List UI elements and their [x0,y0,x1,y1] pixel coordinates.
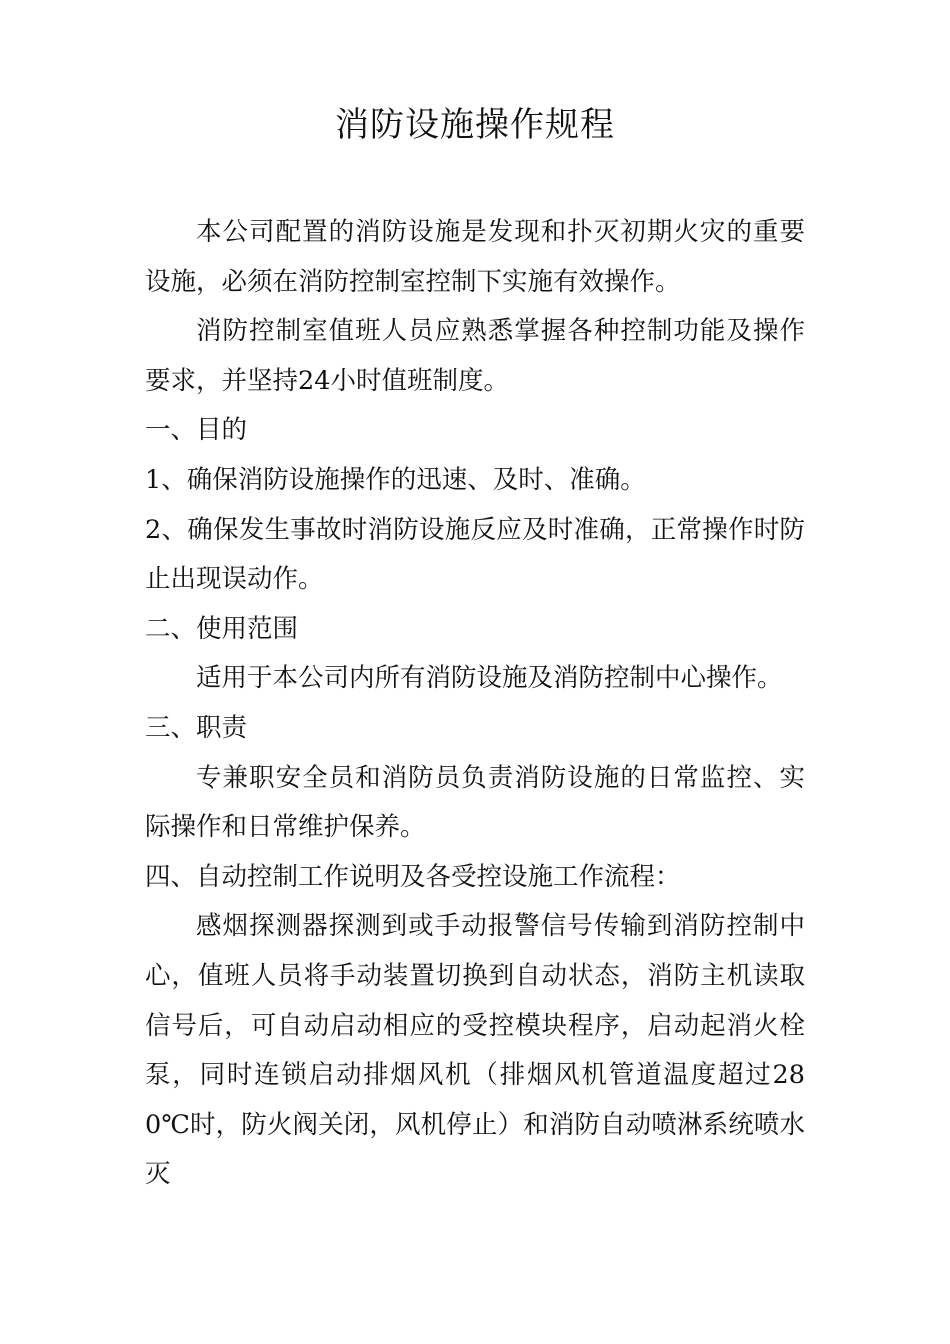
intro-paragraph: 本公司配置的消防设施是发现和扑灭初期火灾的重要设施，必须在消防控制室控制下实施有效操作。 [145,217,805,297]
document-body [145,208,805,1200]
section-heading-purpose: 一、目的 [145,415,248,446]
section-heading-automatic-control: 四、自动控制工作说明及各受控设施工作流程： [145,861,681,892]
document-title: 消防设施操作规程 [335,105,615,145]
purpose-item-1: 1、确保消防设施操作的迅速、及时、准确。 [145,464,646,495]
scope-paragraph: 适用于本公司内所有消防设施及消防控制中心操作。 [196,663,783,694]
section-heading-responsibility: 三、职责 [145,712,248,743]
purpose-item-2: 2、确保发生事故时消防设施反应及时准确，正常操作时防止出现误动作。 [145,514,805,595]
duty-paragraph: 消防控制室值班人员应熟悉掌握各种控制功能及操作要求，并坚持24小时值班制度。 [145,316,805,396]
automatic-control-paragraph: 感烟探测器探测到或手动报警信号传输到消防控制中心，值班人员将手动装置切换到自动状态，消防主机读取信号后，可自动启动相应的受控模块程序，启动起消火栓泵，同时连锁启动排烟风机（排烟风机管道温度超过280℃时，防火阀关闭，风机停止）和消防自动喷淋系统喷水灭 [145,911,805,1190]
section-heading-scope: 二、使用范围 [145,613,299,644]
responsibility-paragraph: 专兼职安全员和消防员负责消防设施的日常监控、实际操作和日常维护保养。 [145,762,805,843]
